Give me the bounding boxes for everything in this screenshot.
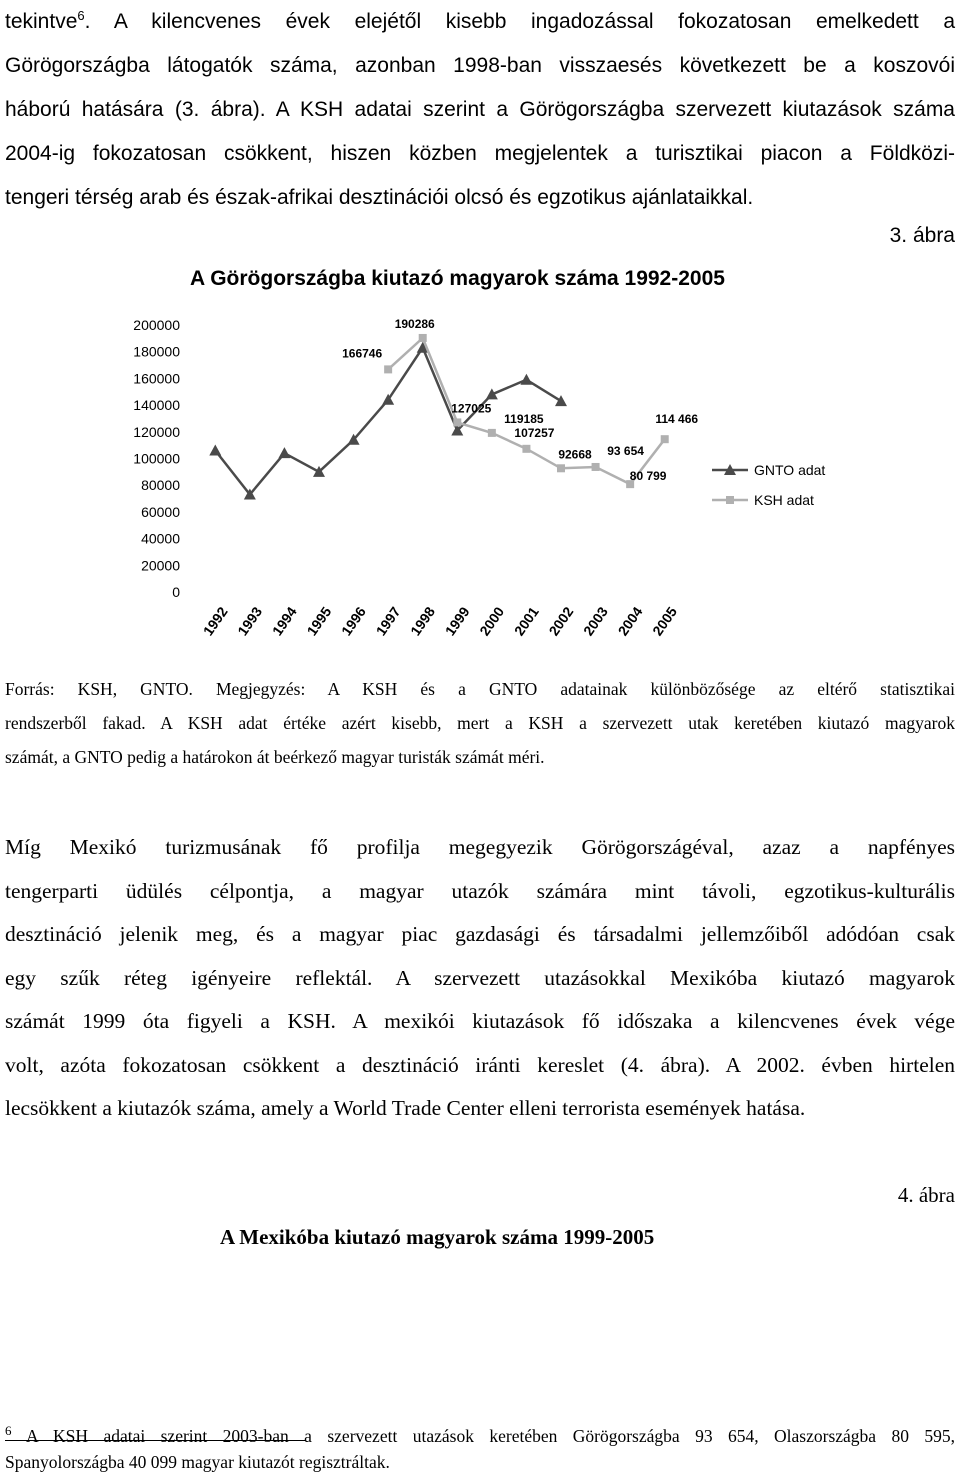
- paragraph-2-line-1: Míg Mexikó turizmusának fő profilja megegyezik Görögországéval, azaz a napfényes: [5, 835, 955, 859]
- legend-label: KSH adat: [754, 492, 814, 508]
- series-point: [384, 365, 392, 373]
- y-tick-label: 200000: [133, 317, 180, 333]
- paragraph-1: [5, 0, 955, 220]
- note-line-3: számát, a GNTO pedig a határokon át beérkező magyar turisták számát méri.: [5, 747, 545, 767]
- y-tick-label: 0: [172, 584, 180, 600]
- data-label: 166746: [342, 346, 383, 361]
- paragraph-1-line-3: háború hatására (3. ábra). A KSH adatai szerint a Görögországba szervezett kiutazások száma: [5, 98, 955, 121]
- paragraph-2-line-4: egy szűk réteg igényeire reflektál. A szervezett utazásokkal Mexikóba kiutazó magyarok: [5, 965, 955, 990]
- footnote: [5, 1423, 955, 1475]
- data-label: 119185: [504, 411, 544, 426]
- figure-3-number: 3. ábra: [889, 224, 955, 247]
- series-point: [555, 395, 567, 406]
- x-tick-label: 1992: [199, 603, 231, 639]
- footnote-line-1: $^6$ A KSH adatai szerint 2003-ban a szervezett utazások keretében Görögországba 93 654, Olaszországba 80 595,: [5, 1423, 955, 1446]
- series-point: [419, 334, 427, 342]
- footnote-number: 6: [5, 1423, 12, 1439]
- series-point: [520, 374, 532, 385]
- series-point: [522, 445, 530, 453]
- footnote-line-2: Spanyolországba 40 099 magyar kiutazót regisztráltak.: [5, 1452, 390, 1472]
- x-tick-label: 2003: [579, 603, 611, 639]
- x-tick-label: 2001: [510, 603, 542, 639]
- series-point: [209, 444, 221, 455]
- paragraph-1-line-2: Görögországba látogatók száma, azonban 1998-ban visszaesés következett be a koszovói: [5, 54, 955, 77]
- y-tick-label: 120000: [133, 423, 180, 440]
- figure-4-title: A Mexikóba kiutazó magyarok száma 1999-2005: [220, 1225, 655, 1249]
- note-line-1: Forrás: KSH, GNTO. Megjegyzés: A KSH és a GNTO adatainak különbözősége az eltérő statisztikai: [5, 679, 955, 699]
- line-chart: [110, 310, 870, 660]
- series-point: [592, 463, 600, 471]
- x-tick-label: 2002: [545, 603, 577, 639]
- series-point: [661, 435, 669, 443]
- y-tick-label: 60000: [141, 503, 180, 520]
- paragraph-2-line-2: tengerparti üdülés célpontja, a magyar utazók számára mint távoli, egzotikus-kulturális: [5, 878, 955, 903]
- y-tick-label: 40000: [141, 530, 180, 547]
- data-label: 93 654: [607, 443, 644, 458]
- data-labels: [342, 317, 698, 483]
- x-tick-label: 1997: [372, 603, 404, 639]
- y-tick-label: 100000: [133, 450, 180, 467]
- series-point: [557, 464, 565, 472]
- x-tick-label: 1996: [337, 603, 369, 639]
- x-tick-label: 1993: [234, 603, 266, 639]
- series-point: [278, 447, 290, 458]
- figure-3-title: A Görögországba kiutazó magyarok száma 1992-2005: [190, 267, 725, 290]
- series-point: [488, 429, 496, 437]
- paragraph-2-line-3: desztináció jelenik meg, és a magyar piac gazdasági és társadalmi jellemzőiből adódóan csak: [5, 922, 955, 946]
- y-tick-label: 140000: [133, 397, 180, 414]
- x-tick-label: 1995: [303, 603, 335, 639]
- paragraph-1-line-1: tekintve$^6$. A kilencvenes évek elejétől kisebb ingadozással fokozatosan emelkedett a: [5, 8, 955, 33]
- data-label: 80 799: [629, 469, 667, 484]
- y-tick-label: 80000: [141, 477, 180, 494]
- y-tick-label: 160000: [133, 370, 180, 387]
- x-tick-label: 2000: [476, 603, 508, 639]
- x-axis: [200, 604, 681, 639]
- figure-3-source-note: [5, 672, 955, 774]
- series-layer: [209, 334, 668, 500]
- x-tick-label: 2005: [649, 603, 681, 639]
- paragraph-2-line-5: számát 1999 óta figyeli a KSH. A mexikói kiutazások fő időszaka a kilencvenes évek vége: [5, 1009, 955, 1033]
- paragraph-2-line-6: volt, azóta fokozatosan csökkent a desztináció iránti kereslet (4. ábra). A 2002. évben hirtelen: [5, 1052, 955, 1077]
- data-label: 107257: [514, 425, 555, 440]
- y-axis: [133, 317, 180, 600]
- paragraph-2: [5, 826, 955, 1131]
- series-point: [453, 418, 461, 426]
- footnote-ref[interactable]: 6: [77, 8, 85, 23]
- data-label: 127025: [451, 401, 492, 416]
- data-label: 92668: [558, 447, 592, 462]
- x-tick-label: 2004: [614, 603, 646, 639]
- data-label: 190286: [394, 316, 435, 331]
- paragraph-2-line-7: lecsökkent a kiutazók száma, amely a World Trade Center elleni terrorista események hatása.: [5, 1096, 806, 1120]
- legend-marker: [726, 496, 734, 504]
- y-tick-label: 20000: [141, 557, 180, 574]
- y-tick-label: 180000: [133, 343, 180, 360]
- paragraph-1-line-4: 2004-ig fokozatosan csökkent, hiszen közben megjelentek a turisztikai piacon a Földközi-: [5, 142, 955, 165]
- chart-legend: [712, 462, 825, 508]
- figure-4-number: 4. ábra: [897, 1183, 955, 1207]
- legend-label: GNTO adat: [754, 462, 826, 478]
- x-tick-label: 1994: [268, 603, 300, 639]
- data-label: 114 466: [655, 412, 699, 427]
- note-line-2: rendszerből fakad. A KSH adat értéke azért kisebb, mert a KSH a szervezett utak keretében kiutazó magyarok: [5, 713, 955, 733]
- paragraph-1-line-5: tengeri térség arab és észak-afrikai desztinációi olcsó és egzotikus ajánlataikkal.: [5, 186, 754, 209]
- x-tick-label: 1998: [407, 603, 439, 639]
- x-tick-label: 1999: [441, 603, 473, 639]
